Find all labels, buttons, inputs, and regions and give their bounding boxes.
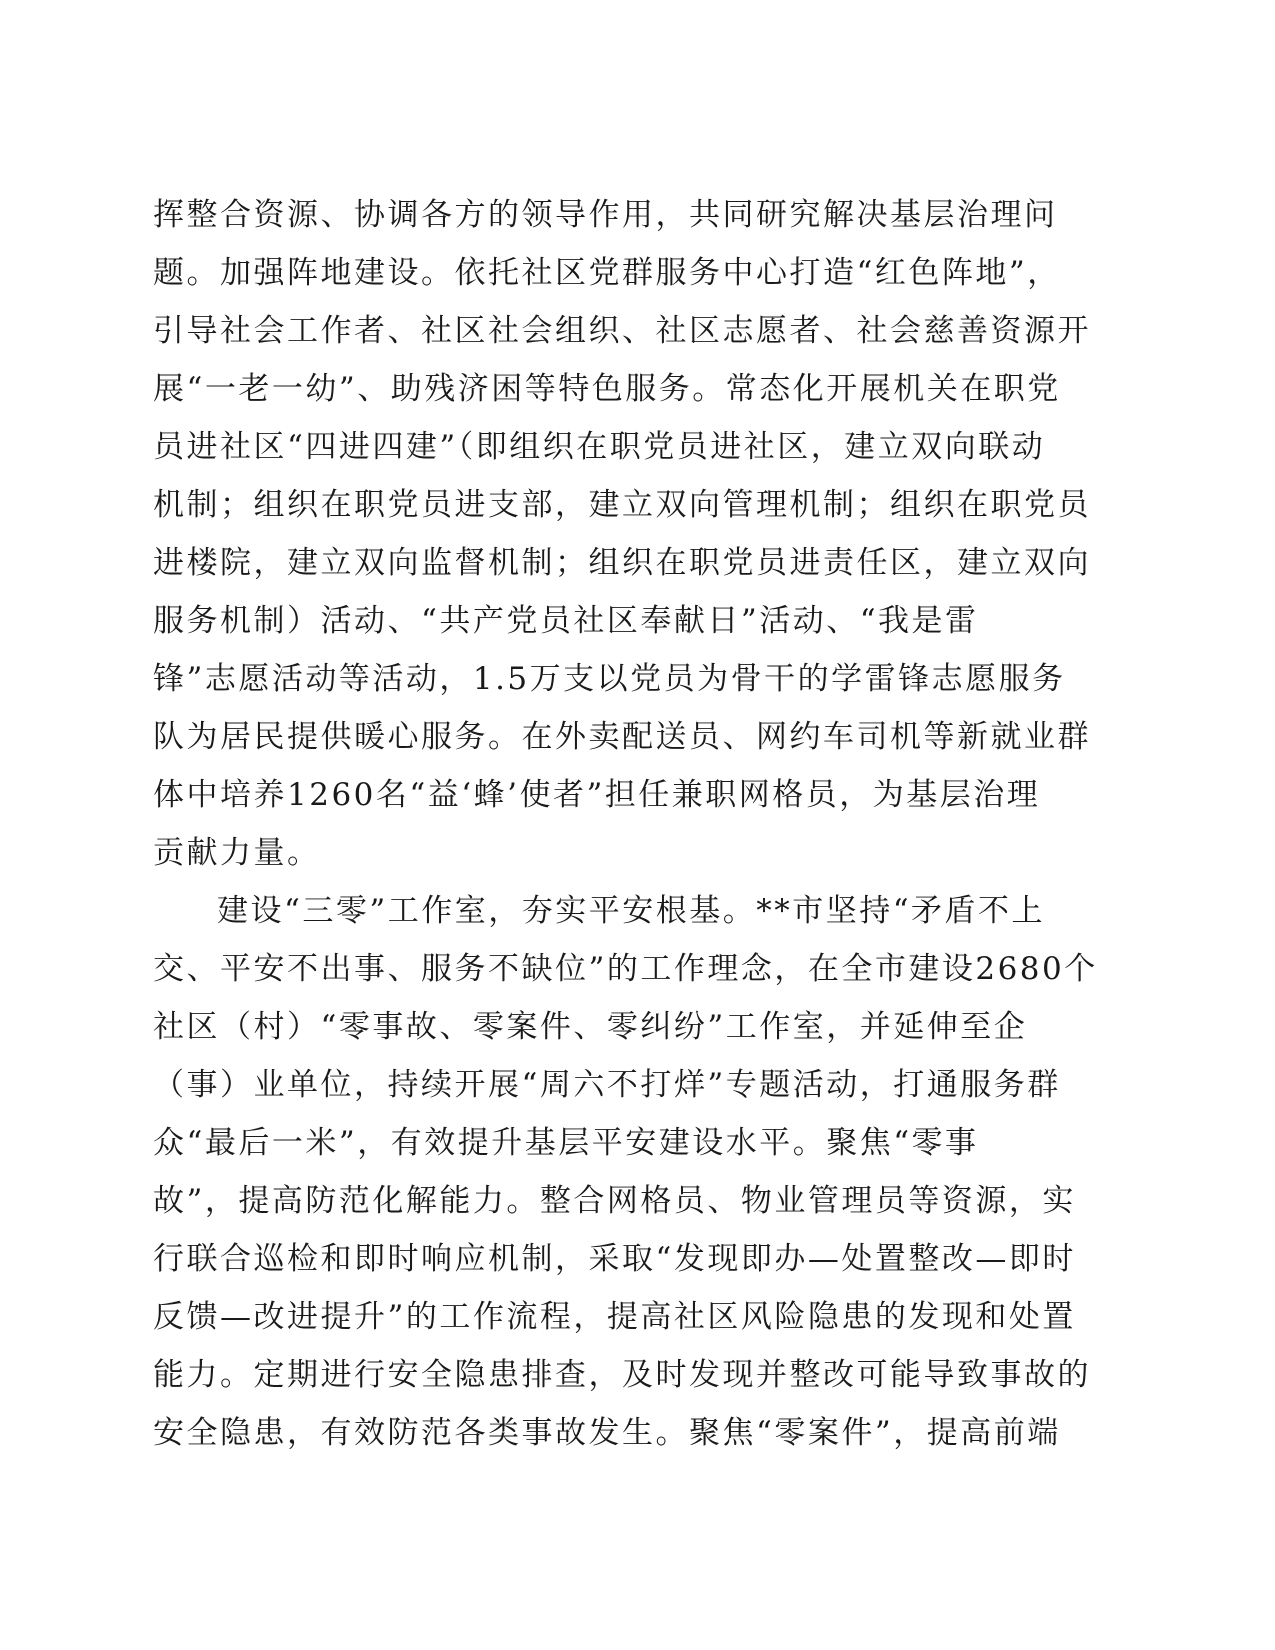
text-line: 安全隐患，有效防范各类事故发生。聚焦“零案件”，提高前端 [153, 1415, 1061, 1451]
text-line: 进楼院，建立双向监督机制；组织在职党员进责任区，建立双向 [153, 545, 1091, 581]
text-line: 题。加强阵地建设。依托社区党群服务中心打造“红色阵地”， [153, 255, 1061, 291]
text-line: 众“最后一米”，有效提升基层平安建设水平。聚焦“零事 [153, 1125, 979, 1161]
text-line: 体中培养1260名“益‘蜂’使者”担任兼职网格员，为基层治理 [153, 777, 1041, 813]
body-text [153, 186, 1153, 1462]
text-line: （事）业单位，持续开展“周六不打烊”专题活动，打通服务群 [153, 1067, 1061, 1103]
paragraph-start-line: 建设“三零”工作室，夯实平安根基。**市坚持“矛盾不上 [217, 893, 1046, 929]
text-line: 交、平安不出事、服务不缺位”的工作理念，在全市建设2680个 [153, 951, 1098, 987]
text-line: 能力。定期进行安全隐患排查，及时发现并整改可能导致事故的 [153, 1357, 1091, 1393]
text-line: 行联合巡检和即时响应机制，采取“发现即办—处置整改—即时 [153, 1241, 1076, 1277]
text-line: 社区（村）“零事故、零案件、零纠纷”工作室，并延伸至企 [153, 1009, 1028, 1045]
text-line: 贡献力量。 [153, 835, 321, 871]
text-line: 机制；组织在职党员进支部，建立双向管理机制；组织在职党员 [153, 487, 1091, 523]
text-line: 挥整合资源、协调各方的领导作用，共同研究解决基层治理问 [153, 197, 1058, 233]
text-line: 员进社区“四进四建”（即组织在职党员进社区，建立双向联动 [153, 429, 1046, 465]
text-line: 反馈—改进提升”的工作流程，提高社区风险隐患的发现和处置 [153, 1299, 1076, 1335]
text-line: 引导社会工作者、社区社会组织、社区志愿者、社会慈善资源开 [153, 313, 1091, 349]
text-line: 故”，提高防范化解能力。整合网格员、物业管理员等资源，实 [153, 1183, 1076, 1219]
text-line: 展“一老一幼”、助残济困等特色服务。常态化开展机关在职党 [153, 371, 1061, 407]
text-line: 队为居民提供暖心服务。在外卖配送员、网约车司机等新就业群 [153, 719, 1091, 755]
text-line: 服务机制）活动、“共产党员社区奉献日”活动、“我是雷 [153, 603, 979, 639]
text-line: 锋”志愿活动等活动，1.5万支以党员为骨干的学雷锋志愿服务 [153, 661, 1066, 697]
